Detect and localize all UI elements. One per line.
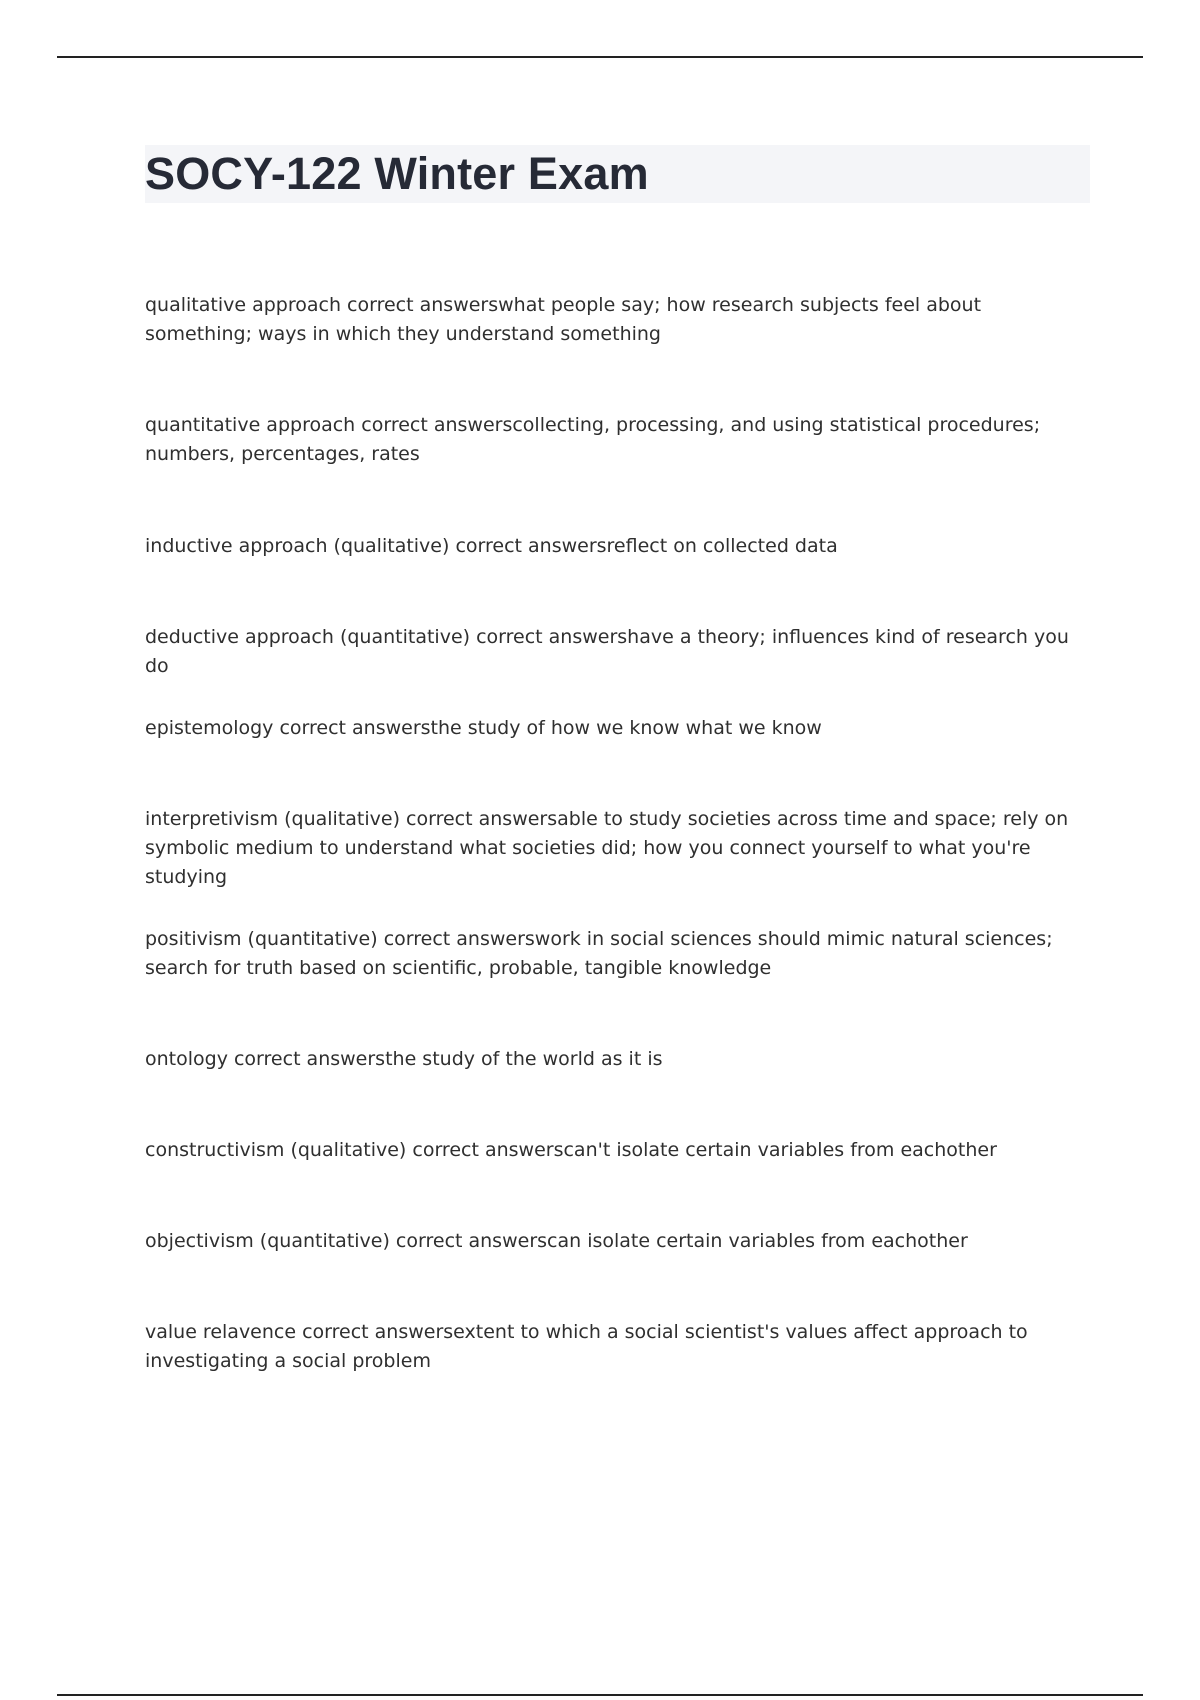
entry-text: positivism (quantitative) correct answerswork in social sciences should mimic natural sciences; search for truth based on scientific, probable, tangible knowledge: [145, 928, 1053, 979]
list-item: [145, 1318, 1090, 1376]
bottom-rule: [57, 1694, 1143, 1696]
entry-text: deductive approach (quantitative) correct answershave a theory; influences kind of research you do: [145, 626, 1069, 677]
list-item: [145, 925, 1090, 983]
list-item: [145, 1227, 1090, 1256]
list-item: [145, 532, 1090, 561]
list-item: [145, 291, 1090, 349]
entry-text: interpretivism (qualitative) correct answersable to study societies across time and space; rely on symbolic medium to understand what societies did; how you connect yourself to what you're studying: [145, 808, 1069, 888]
entry-text: quantitative approach correct answerscollecting, processing, and using statistical procedures; numbers, percentages, rates: [145, 414, 1041, 465]
list-item: [145, 411, 1090, 469]
entry-text: epistemology correct answersthe study of how we know what we know: [145, 717, 822, 739]
entry-text: constructivism (qualitative) correct answerscan't isolate certain variables from eachother: [145, 1139, 997, 1161]
top-rule: [57, 56, 1143, 58]
list-item: [145, 714, 1090, 743]
entry-text: objectivism (quantitative) correct answerscan isolate certain variables from eachother: [145, 1230, 968, 1252]
list-item: [145, 805, 1090, 892]
entry-text: value relavence correct answersextent to which a social scientist's values affect approach to investigating a social problem: [145, 1321, 1028, 1372]
entry-text: ontology correct answersthe study of the world as it is: [145, 1048, 663, 1070]
entry-text: inductive approach (qualitative) correct answersreflect on collected data: [145, 535, 838, 557]
list-item: [145, 623, 1090, 681]
list-item: [145, 1045, 1090, 1074]
page-title: SOCY-122 Winter Exam: [145, 148, 649, 199]
entry-text: qualitative approach correct answerswhat people say; how research subjects feel about something; ways in which they understand something: [145, 294, 982, 345]
list-item: [145, 1136, 1090, 1165]
